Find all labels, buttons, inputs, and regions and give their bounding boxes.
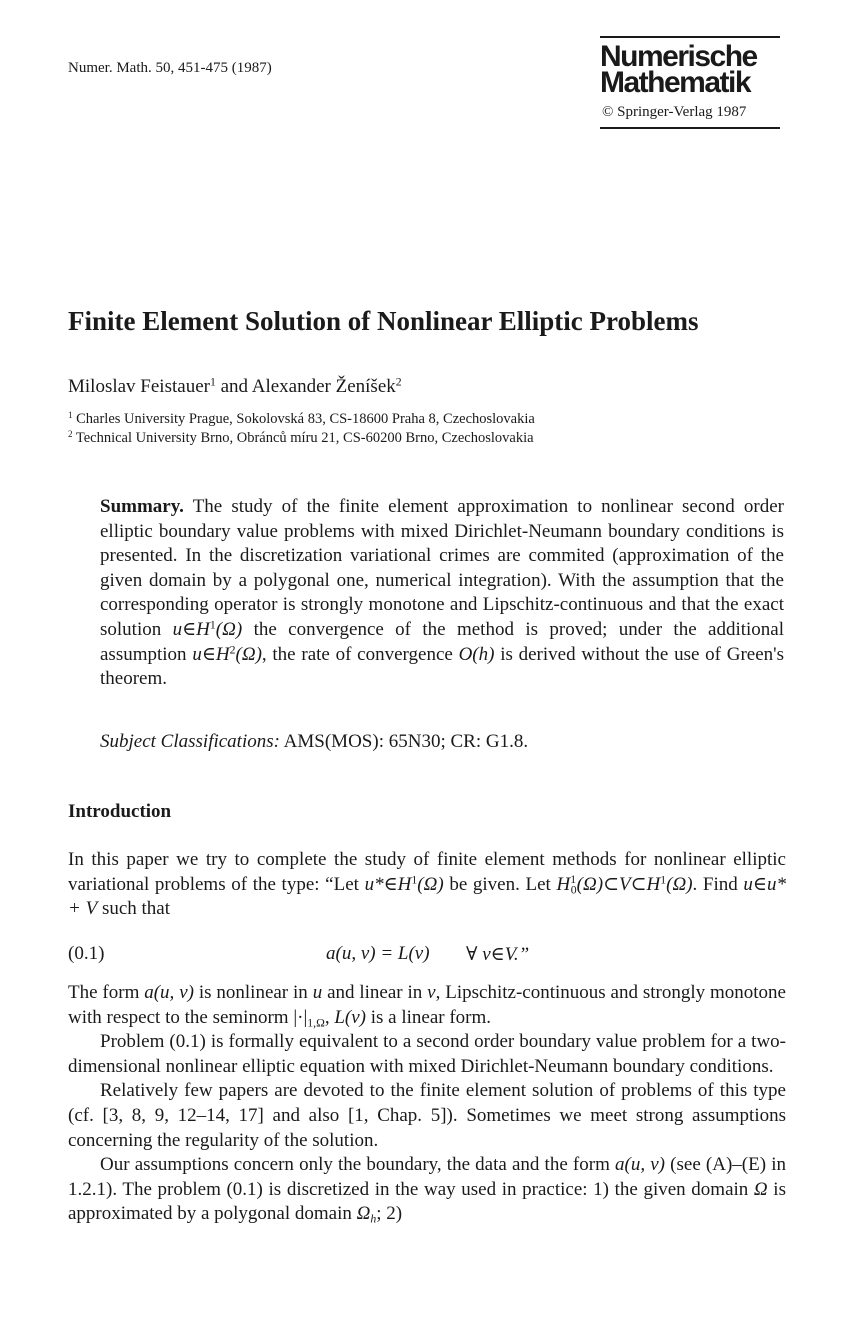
paragraph	[68, 981, 786, 1030]
paragraph	[68, 1153, 786, 1227]
paragraph-group	[68, 981, 786, 1227]
equation-body: a(u, v) = L(v)	[326, 943, 430, 964]
affiliation-mark: 1	[209, 375, 216, 389]
math: (Ω)	[666, 873, 693, 895]
math: 1	[660, 873, 667, 887]
text: , Lipschitz-continuous and strongly monotone with respect to the seminorm	[68, 982, 786, 1028]
paper-title: Finite Element Solution of Nonlinear Elliptic Problems	[68, 306, 699, 336]
author-name: Miloslav Feistauer	[68, 376, 210, 397]
affiliations	[68, 410, 535, 448]
math: u∈H	[172, 618, 210, 640]
paragraph: Problem (0.1) is formally equivalent to a second order boundary value problem for a two-dimensional nonlinear elliptic equation with mixed Dirichlet-Neumann boundary conditions.	[68, 1031, 786, 1077]
author-conjunction: and	[215, 376, 252, 397]
abstract-text: is derived without the use of Green's theorem.	[100, 643, 784, 690]
text: is a linear form.	[365, 1006, 492, 1028]
math: 1,Ω	[307, 1016, 325, 1030]
math: u∈u* + V	[68, 873, 786, 920]
text: such that	[97, 898, 171, 920]
author-line	[68, 376, 402, 398]
math: (Ω)	[215, 618, 243, 640]
math: a(u, v)	[615, 1154, 666, 1176]
abstract-text: , the rate of convergence	[261, 643, 459, 665]
masthead-top-rule	[600, 36, 780, 38]
journal-name-line1: Numerische	[600, 40, 757, 73]
math: Ω	[753, 1178, 768, 1200]
text: ; 2)	[376, 1203, 403, 1225]
text: is nonlinear in	[193, 982, 313, 1003]
section-heading: Introduction	[68, 801, 172, 822]
affiliation-item	[68, 429, 535, 448]
math: v	[427, 982, 436, 1003]
math: u	[312, 982, 323, 1003]
journal-masthead	[600, 36, 780, 129]
classification-label: Subject Classifications:	[100, 731, 280, 752]
math: (Ω)	[417, 873, 444, 895]
subject-classifications	[100, 731, 528, 753]
equation	[68, 943, 786, 968]
text: (see (A)–(E) in 1.2.1). The problem (0.1) is discretized in the way used in practice: 1) the given domain	[68, 1154, 786, 1200]
affiliation-text: Charles University Prague, Sokolovská 83, CS-18600 Praha 8, Czechoslovakia	[76, 411, 535, 427]
math: O(h)	[458, 643, 495, 665]
math: h	[370, 1212, 377, 1226]
journal-reference: Numer. Math. 50, 451-475 (1987)	[68, 60, 272, 76]
math: L(v)	[334, 1006, 366, 1028]
math: 1	[209, 618, 216, 632]
affiliation-item	[68, 410, 535, 429]
math: H	[556, 873, 571, 895]
text: . Find	[692, 873, 744, 895]
publisher-copyright: © Springer-Verlag 1987	[602, 104, 747, 120]
equation-number: (0.1)	[68, 943, 105, 964]
text: In this paper we try to complete the study of finite element methods for nonlinear elliptic variational problems of the type: “Let	[68, 849, 786, 895]
math: Ω	[356, 1203, 371, 1225]
paragraph	[68, 848, 786, 922]
text: be given. Let	[443, 873, 557, 895]
abstract-label: Summary.	[100, 496, 184, 517]
math: (Ω)	[235, 643, 262, 665]
text: Our assumptions concern only the boundary, the data and the form	[100, 1154, 616, 1176]
math: a(u, v)	[144, 982, 194, 1003]
affiliation-mark: 2	[395, 375, 402, 389]
math: 1	[570, 873, 577, 887]
classification-value: AMS(MOS): 65N30; CR: G1.8.	[279, 731, 529, 752]
equation-quantifier: ∀ v∈V.”	[466, 944, 530, 965]
abstract	[100, 495, 784, 692]
text: and linear in	[322, 982, 428, 1003]
abstract-text: The study of the finite element approximation to nonlinear second order elliptic boundary value problems with mixed Dirichlet-Neumann boundary conditions is presented. In the discretization variational crimes are commited (approximation of the given domain by a polygonal one, numerical integration). With the assumption that the corresponding operator is strongly monotone and Lipschitz-continuous and that the exact solution	[100, 496, 784, 640]
math: (Ω)⊂V⊂H	[576, 873, 661, 895]
text: is approximated by a polygonal domain	[68, 1178, 786, 1225]
math: |·|	[293, 1006, 308, 1028]
abstract-text: the convergence of the method is proved; under the additional assumption	[100, 618, 784, 665]
affiliation-mark: 1	[68, 410, 73, 421]
math: u*∈H	[364, 873, 412, 895]
text: ,	[324, 1006, 335, 1028]
affiliation-mark: 2	[68, 429, 73, 440]
math: 0	[570, 883, 577, 897]
math: 1	[411, 873, 418, 887]
math: u∈H	[192, 643, 230, 665]
paragraph: Relatively few papers are devoted to the finite element solution of problems of this type (cf. [3, 8, 9, 12–14, 17] and also [1, Chap. 5]). Sometimes we meet strong assumptions concerning the regularity of the solution.	[68, 1080, 786, 1151]
affiliation-text: Technical University Brno, Obránců míru 21, CS-60200 Brno, Czechoslovakia	[75, 430, 534, 446]
author-name: Alexander Ženíšek	[251, 376, 396, 397]
text: The form	[68, 982, 145, 1003]
math: 2	[229, 643, 236, 657]
masthead-bottom-rule	[600, 127, 780, 129]
journal-name-line2: Mathematik	[600, 66, 751, 99]
